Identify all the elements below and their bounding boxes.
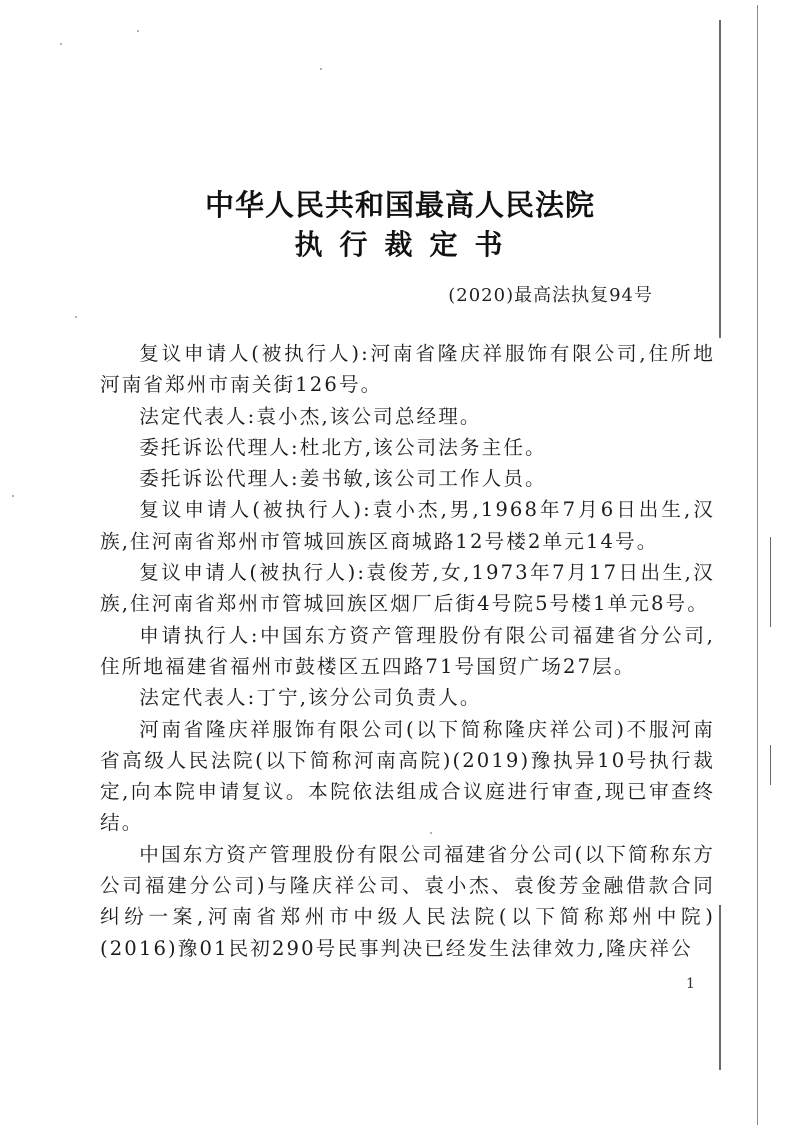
scan-speck (320, 68, 322, 70)
paragraph-applicant-representative: 法定代表人:丁宁,该分公司负责人。 (139, 686, 482, 710)
page-number: 1 (686, 976, 695, 992)
paragraph-legal-representative: 法定代表人:袁小杰,该公司总经理。 (139, 404, 482, 428)
margin-rule-mid-1 (770, 537, 771, 627)
document-type-heading: 执行裁定书 (294, 228, 520, 261)
paragraph-appellant-yuan-junfang: 复议申请人(被执行人):袁俊芳,女,1973年7月17日出生,汉族,住河南省郑州市管城回族区烟厂后街4号院5号楼1单元8号。 (100, 561, 715, 616)
margin-rule-bottom (719, 905, 721, 1070)
case-number: (2020)最高法执复94号 (448, 285, 653, 306)
document-body (100, 338, 715, 964)
scan-speck (137, 30, 139, 32)
paragraph-enforcement-applicant: 申请执行人:中国东方资产管理股份有限公司福建省分公司,住所地福建省福州市鼓楼区五四路71号国贸广场27层。 (100, 623, 715, 678)
margin-rule-top (719, 20, 721, 338)
scan-speck (12, 495, 14, 497)
margin-rule-mid-2 (770, 745, 771, 785)
scan-speck (60, 43, 62, 45)
page-edge-rule (757, 5, 758, 1125)
paragraph-appellant-yuan-xiaojie: 复议申请人(被执行人):袁小杰,男,1968年7月6日出生,汉族,住河南省郑州市管城回族区商城路12号楼2单元14号。 (100, 498, 715, 553)
court-name-heading: 中华人民共和国最高人民法院 (204, 188, 595, 222)
scan-speck (75, 316, 77, 318)
paragraph-appellant-company: 复议申请人(被执行人):河南省隆庆祥服饰有限公司,住所地河南省郑州市南关街126号。 (100, 342, 715, 397)
paragraph-agent-2: 委托诉讼代理人:姜书敏,该公司工作人员。 (139, 467, 547, 491)
paragraph-procedural-history: 河南省隆庆祥服饰有限公司(以下简称隆庆祥公司)不服河南省高级人民法院(以下简称河南高院)(2019)豫执异10号执行裁定,向本院申请复议。本院依法组成合议庭进行审查,现已审查终结。 (100, 717, 715, 835)
paragraph-case-background: 中国东方资产管理股份有限公司福建省分公司(以下简称东方公司福建分公司)与隆庆祥公司、袁小杰、袁俊芳金融借款合同纠纷一案,河南省郑州市中级人民法院(以下简称郑州中院)(2016)豫01民初290号民事判决已经发生法律效力,隆庆祥公 (100, 842, 715, 960)
paragraph-agent-1: 委托诉讼代理人:杜北方,该公司法务主任。 (139, 435, 547, 459)
